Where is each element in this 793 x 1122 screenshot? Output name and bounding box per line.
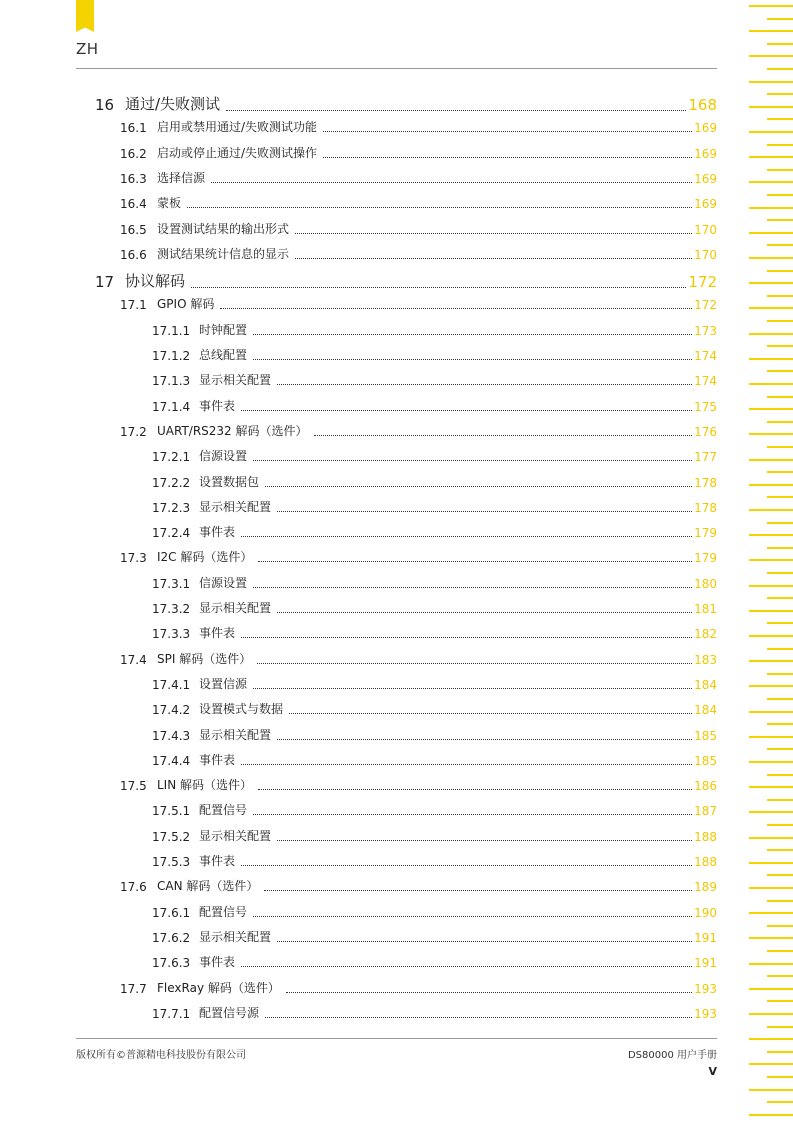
toc-entry-title: 显示相关配置 [199,499,272,514]
toc-entry-number: 17.1.1 [152,323,191,338]
ruler-tick [749,963,793,965]
toc-entry-number: 17.7 [120,981,147,996]
toc-entry-page: 188 [694,855,717,869]
toc-entry-page: 185 [694,728,717,743]
toc-entry-page: 169 [694,171,717,186]
toc-entry-title: 时钟配置 [199,322,248,337]
toc-entry-number: 17.1 [120,298,147,313]
ruler-tick [749,811,793,813]
toc-entry-title: 协议解码 [125,272,186,291]
toc-entry[interactable] [152,599,717,616]
toc-entry-title: 启动或停止通过/失败测试操作 [157,145,318,160]
ruler-tick [749,988,793,990]
ruler-tick [749,559,793,561]
toc-entry-title: 设置数据包 [199,474,260,489]
toc-entry-number: 17.1.4 [152,399,191,414]
toc-entry-title: 通过/失败测试 [125,95,221,113]
toc-entry-number: 17.5.2 [152,829,191,844]
toc-entry[interactable] [152,574,717,591]
toc-leader-dots [253,587,692,588]
toc-entry-number: 16.2 [120,146,147,161]
toc-leader-dots [253,334,692,335]
toc-entry-title: 显示相关配置 [199,601,272,615]
ruler-tick [767,496,793,498]
toc-entry-number: 17.5.3 [152,855,191,869]
ruler-tick [749,610,793,612]
toc-leader-dots [253,460,692,461]
toc-leader-dots [241,764,692,765]
ruler-tick [767,950,793,952]
toc-entry-title: 事件表 [199,525,236,540]
toc-entry-title: 设置测试结果的输出形式 [157,221,290,236]
ruler-tick [767,270,793,272]
ruler-tick [767,1000,793,1002]
ruler-tick [767,698,793,700]
ruler-tick [749,408,793,410]
toc-entry[interactable] [152,321,717,338]
toc-leader-dots [253,916,692,917]
ruler-tick [767,446,793,448]
ruler-tick [767,648,793,650]
ruler-tick [749,181,793,183]
toc-entry-number: 17.5 [120,779,147,794]
toc-leader-dots [277,511,692,512]
toc-entry-number: 17.6.3 [152,956,191,971]
toc-leader-dots [277,840,692,841]
toc-entry[interactable] [152,675,717,692]
ruler-tick [749,736,793,738]
toc-entry-number: 17.4.4 [152,753,191,768]
ruler-tick [767,68,793,70]
toc-entry-page: 183 [694,652,717,667]
toc-leader-dots [265,486,692,487]
toc-entry-title: SPI 解码（选件） [157,651,252,666]
toc-entry-page: 170 [694,247,717,262]
toc-entry[interactable] [152,751,717,768]
ruler-tick [767,522,793,524]
toc-entry[interactable] [152,700,717,717]
toc-entry[interactable] [120,118,717,135]
toc-leader-dots [295,233,692,234]
toc-entry-number: 16.1 [120,121,147,136]
ruler-tick [749,1089,793,1091]
manual-title: DS80000 用户手册 [627,1050,717,1061]
toc-leader-dots [277,384,692,385]
ruler-tick [749,55,793,57]
toc-entry-title: 配置信号 [199,803,248,818]
toc-entry[interactable] [120,979,717,996]
toc-leader-dots [264,890,692,891]
ruler-tick [767,320,793,322]
toc-entry-title: 事件表 [199,626,236,641]
toc-entry-title: 显示相关配置 [199,828,272,843]
toc-entry-number: 17.2 [120,424,147,439]
toc-entry[interactable] [152,624,717,641]
ruler-tick [749,1063,793,1065]
ruler-tick [749,1038,793,1040]
toc-leader-dots [241,536,692,537]
header-divider [76,68,717,69]
toc-leader-dots [265,1017,692,1018]
toc-leader-dots [323,157,692,158]
ruler-tick [749,912,793,914]
ruler-tick [749,1114,793,1116]
toc-entry-title: 事件表 [199,955,236,970]
language-label: ZH [76,40,99,58]
toc-entry-page: 170 [694,222,717,237]
toc-entry-title: 事件表 [199,854,236,868]
toc-entry[interactable] [152,801,717,818]
toc-entry[interactable] [152,397,717,414]
ruler-tick [767,43,793,45]
toc-entry[interactable] [95,270,717,291]
toc-entry-page: 182 [694,627,717,642]
toc-leader-dots [323,131,692,132]
ruler-tick [749,660,793,662]
toc-entry-number: 17.4.2 [152,703,191,718]
ruler-tick [749,307,793,309]
ruler-tick [767,219,793,221]
ruler-tick [749,484,793,486]
ruler-tick [767,799,793,801]
toc-entry-number: 17.4.1 [152,677,191,692]
ruler-tick [749,358,793,360]
toc-entry-page: 180 [694,576,717,591]
toc-entry-page: 175 [694,399,717,414]
toc-entry-page: 184 [694,703,717,718]
ruler-tick [749,509,793,511]
ruler-tick [749,862,793,864]
toc-entry-title: 配置信号源 [199,1005,260,1020]
ruler-tick [749,585,793,587]
toc-entry-title: 设置模式与数据 [199,702,284,717]
toc-entry-page: 169 [694,146,717,161]
toc-entry-page: 179 [694,526,717,541]
toc-leader-dots [314,435,693,436]
ruler-tick [749,937,793,939]
toc-entry-title: 总线配置 [199,348,248,362]
toc-entry[interactable] [152,346,717,363]
ruler-tick [749,761,793,763]
toc-entry[interactable] [120,422,717,439]
ruler-tick [767,900,793,902]
ruler-tick [767,874,793,876]
toc-entry-title: FlexRay 解码（选件） [157,980,280,995]
ruler-tick [767,1101,793,1103]
ruler-tick [767,244,793,246]
toc-entry[interactable] [95,93,717,114]
toc-entry-number: 17.2.4 [152,526,191,541]
toc-entry[interactable] [152,928,717,945]
toc-entry-page: 189 [694,880,717,895]
toc-entry-title: 配置信号 [199,904,248,919]
toc-entry-number: 16.6 [120,247,147,262]
toc-entry-page: 178 [694,475,717,490]
toc-leader-dots [191,287,686,288]
ruler-tick [749,207,793,209]
toc-leader-dots [258,561,692,562]
ruler-tick [749,534,793,536]
toc-leader-dots [220,308,692,309]
ruler-tick [749,5,793,7]
edge-ruler-decoration [748,0,793,1122]
toc-entry-page: 178 [694,500,717,515]
toc-entry-page: 187 [694,804,717,819]
toc-entry-page: 174 [694,349,717,363]
ruler-tick [749,635,793,637]
toc-entry[interactable] [152,371,717,388]
toc-entry-page: 185 [694,753,717,768]
toc-entry-title: UART/RS232 解码（选件） [157,423,308,438]
toc-entry-page: 172 [688,273,717,292]
toc-entry[interactable] [120,194,717,211]
page-number: V [708,1065,717,1078]
toc-entry-page: 176 [694,424,717,439]
ruler-tick [767,471,793,473]
toc-leader-dots [211,182,692,183]
toc-leader-dots [253,359,692,360]
toc-entry-number: 17.2.3 [152,500,191,515]
toc-entry-page: 191 [694,956,717,971]
toc-entry-page: 186 [694,779,717,794]
toc-entry-title: 显示相关配置 [199,929,272,944]
toc-entry-page: 190 [694,905,717,920]
toc-entry-page: 173 [694,323,717,338]
toc-entry-title: 启用或禁用通过/失败测试功能 [157,120,318,135]
toc-entry[interactable] [120,144,717,161]
ruler-tick [749,786,793,788]
toc-leader-dots [258,789,692,790]
toc-entry-number: 17.1.3 [152,374,191,389]
toc-entry-title: 设置信源 [199,676,248,691]
ruler-tick [767,597,793,599]
copyright-text: 版权所有©普源精电科技股份有限公司 [76,1050,246,1061]
toc-entry-title: 事件表 [199,752,236,767]
footer-divider [76,1038,717,1039]
ruler-tick [749,156,793,158]
ruler-tick [767,18,793,20]
ruler-tick [767,345,793,347]
toc-entry-number: 17 [95,273,115,292]
toc-entry-number: 17.3.3 [152,627,191,642]
toc-entry-number: 16.4 [120,197,147,212]
toc-entry-title: 显示相关配置 [199,373,272,388]
toc-entry-page: 188 [694,829,717,844]
toc-entry-number: 17.5.1 [152,804,191,819]
toc-entry[interactable] [152,1004,717,1021]
toc-entry-page: 169 [694,197,717,212]
ruler-tick [749,459,793,461]
toc-entry[interactable] [152,473,717,490]
toc-entry[interactable] [152,726,717,743]
ruler-tick [767,975,793,977]
toc-entry-number: 17.1.2 [152,349,191,363]
toc-entry-number: 17.6.2 [152,930,191,945]
ruler-tick [749,131,793,133]
toc-entry-title: 显示相关配置 [199,727,272,742]
ruler-tick [749,837,793,839]
toc-entry[interactable] [120,650,717,667]
toc-entry-page: 174 [694,374,717,389]
toc-entry-number: 16.3 [120,171,147,186]
ruler-tick [767,572,793,574]
ruler-tick [767,295,793,297]
toc-leader-dots [226,110,686,111]
toc-entry-number: 16 [95,96,115,114]
toc-entry-page: 177 [694,450,717,465]
toc-entry-number: 16.5 [120,222,147,237]
ruler-tick [767,547,793,549]
toc-entry-number: 17.3 [120,551,147,566]
toc-leader-dots [241,865,692,866]
toc-entry-title: 测试结果统计信息的显示 [157,246,290,261]
toc-entry[interactable] [120,169,717,186]
toc-entry-title: CAN 解码（选件） [157,879,259,894]
ruler-tick [767,723,793,725]
ruler-tick [749,106,793,108]
ruler-tick [749,383,793,385]
toc-entry[interactable] [120,220,717,237]
toc-entry[interactable] [152,523,717,540]
toc-entry-page: 181 [694,602,717,616]
toc-entry-page: 179 [694,551,717,566]
toc-entry[interactable] [152,498,717,515]
ruler-tick [767,1026,793,1028]
toc-entry-title: 选择信源 [157,170,206,185]
ruler-tick [767,1051,793,1053]
ruler-tick [767,169,793,171]
toc-entry[interactable] [120,548,717,565]
toc-entry[interactable] [152,953,717,970]
ruler-tick [767,849,793,851]
toc-entry[interactable] [152,852,717,869]
ruler-tick [767,774,793,776]
toc-entry[interactable] [152,447,717,464]
toc-entry[interactable] [120,295,717,312]
ruler-tick [749,711,793,713]
ruler-tick [749,887,793,889]
toc-entry-number: 17.2.1 [152,450,191,465]
ruler-tick [749,685,793,687]
ruler-tick [749,81,793,83]
toc-entry-page: 184 [694,677,717,692]
toc-entry[interactable] [152,827,717,844]
toc-leader-dots [241,637,692,638]
ruler-tick [767,925,793,927]
toc-leader-dots [253,688,692,689]
ruler-tick [767,370,793,372]
toc-leader-dots [253,814,692,815]
ruler-tick [767,421,793,423]
toc-entry-number: 17.7.1 [152,1006,191,1021]
ruler-tick [767,748,793,750]
ruler-tick [749,282,793,284]
toc-leader-dots [257,663,692,664]
toc-entry-title: 蒙板 [157,196,182,211]
ruler-tick [767,824,793,826]
toc-entry-title: I2C 解码（选件） [157,550,253,565]
ruler-tick [749,1013,793,1015]
toc-leader-dots [289,713,692,714]
ruler-tick [767,673,793,675]
toc-entry-title: 信源设置 [199,449,248,464]
toc-entry-title: GPIO 解码 [157,297,215,312]
toc-entry-title: LIN 解码（选件） [157,778,253,793]
toc-entry-page: 193 [694,1006,717,1021]
toc-entry-number: 17.6 [120,880,147,895]
toc-leader-dots [286,992,692,993]
toc-entry-number: 17.2.2 [152,475,191,490]
toc-entry-page: 169 [694,121,717,136]
toc-leader-dots [277,612,692,613]
toc-entry-number: 17.4 [120,652,147,667]
toc-entry-page: 172 [694,298,717,313]
ruler-tick [749,30,793,32]
toc-leader-dots [187,207,692,208]
ruler-tick [749,433,793,435]
ruler-tick [767,118,793,120]
toc-leader-dots [277,739,692,740]
toc-entry-page: 193 [694,981,717,996]
ruler-tick [767,194,793,196]
toc-entry-number: 17.3.1 [152,576,191,591]
toc-entry[interactable] [120,245,717,262]
toc-entry[interactable] [120,776,717,793]
toc-leader-dots [277,941,692,942]
toc-leader-dots [241,410,692,411]
ruler-tick [767,144,793,146]
toc-leader-dots [295,258,692,259]
chapter-tab-marker [76,0,94,32]
toc-entry-number: 17.6.1 [152,905,191,920]
toc-entry-number: 17.3.2 [152,602,191,616]
toc-entry[interactable] [152,903,717,920]
toc-entry-number: 17.4.3 [152,728,191,743]
toc-entry-title: 事件表 [199,398,236,413]
toc-entry-page: 191 [694,930,717,945]
ruler-tick [749,257,793,259]
ruler-tick [767,1076,793,1078]
toc-entry-title: 信源设置 [199,575,248,590]
toc-entry-page: 168 [688,96,717,114]
ruler-tick [767,396,793,398]
toc-leader-dots [241,966,692,967]
toc-entry[interactable] [120,877,717,894]
ruler-tick [749,333,793,335]
ruler-tick [767,93,793,95]
ruler-tick [767,622,793,624]
ruler-tick [749,232,793,234]
